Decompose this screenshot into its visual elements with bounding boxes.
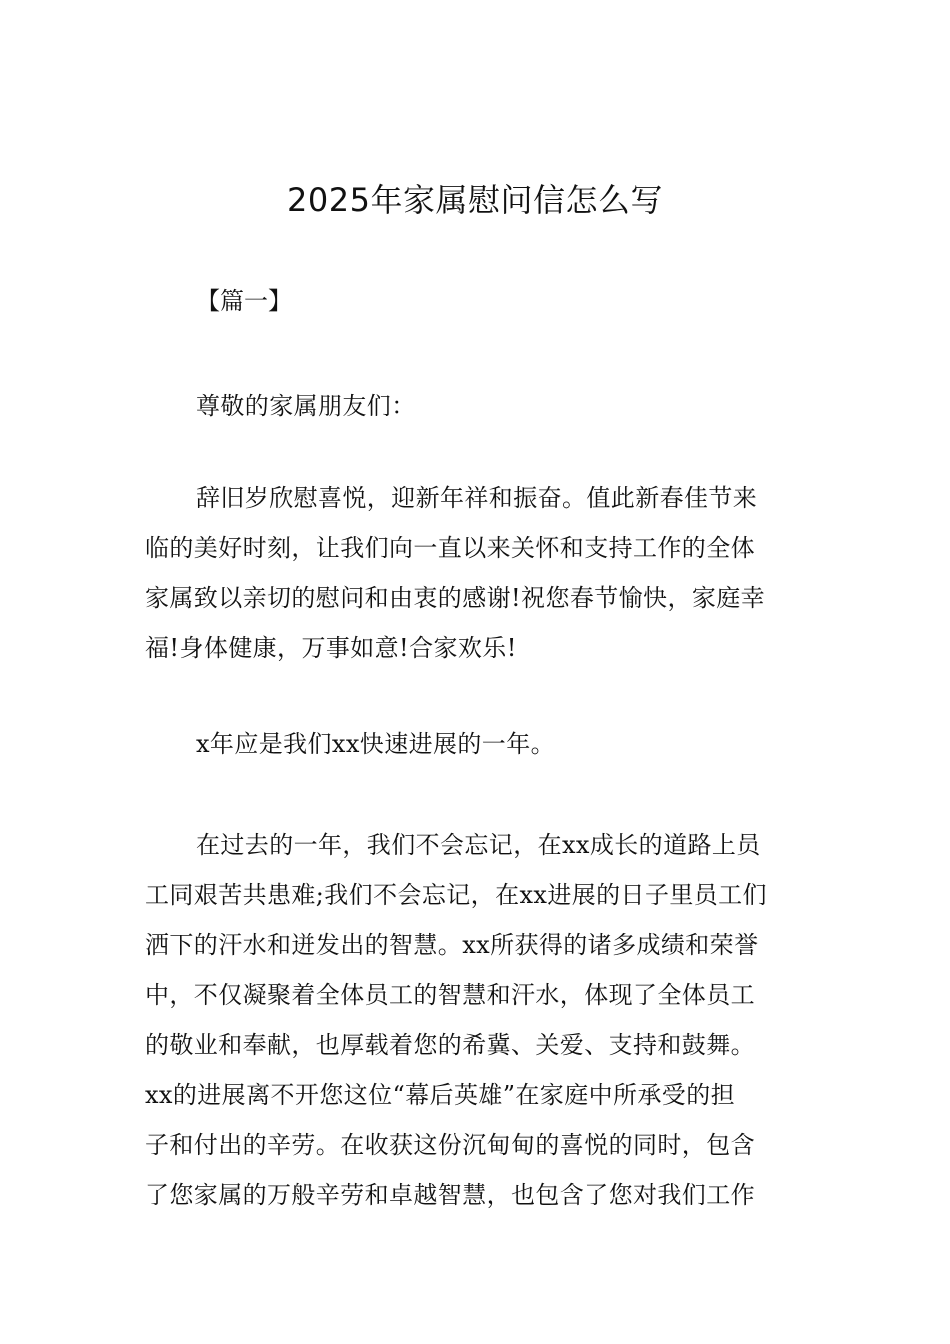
paragraph-line: 福!身体健康，万事如意!合家欢乐!: [145, 634, 517, 662]
paragraph-line: 家属致以亲切的慰问和由衷的感谢!祝您春节愉快，家庭幸: [145, 584, 766, 612]
paragraph-line: 子和付出的辛劳。在收获这份沉甸甸的喜悦的同时，包含: [145, 1131, 755, 1159]
salutation-line: 尊敬的家属朋友们：: [196, 392, 416, 420]
paragraph-line: 工同艰苦共患难;我们不会忘记，在xx进展的日子里员工们: [145, 881, 767, 909]
paragraph-line: 洒下的汗水和迸发出的智慧。xx所获得的诸多成绩和荣誉: [145, 931, 759, 959]
paragraph-line: 临的美好时刻，让我们向一直以来关怀和支持工作的全体: [145, 534, 755, 562]
paragraph-line: 辞旧岁欣慰喜悦，迎新年祥和振奋。值此新春佳节来: [196, 484, 758, 512]
paragraph-line: 在过去的一年，我们不会忘记，在xx成长的道路上员: [196, 831, 761, 859]
paragraph-line: 中，不仅凝聚着全体员工的智慧和汗水，体现了全体员工: [145, 981, 755, 1009]
paragraph-line: 了您家属的万般辛劳和卓越智慧，也包含了您对我们工作: [145, 1181, 755, 1209]
paragraph-line: 的敬业和奉献，也厚载着您的希冀、关爱、支持和鼓舞。: [145, 1031, 755, 1059]
paragraph-review: [145, 820, 817, 1220]
document-title: 2025年家属慰问信怎么写: [287, 181, 663, 219]
paragraph-line: x年应是我们xx快速进展的一年。: [196, 730, 556, 758]
paragraph-year: [145, 719, 817, 769]
section-label: 【篇一】: [196, 287, 292, 315]
salutation-paragraph: [145, 381, 817, 431]
paragraph-greeting: [145, 473, 817, 673]
paragraph-line: xx的进展离不开您这位“幕后英雄”在家庭中所承受的担: [145, 1081, 736, 1109]
